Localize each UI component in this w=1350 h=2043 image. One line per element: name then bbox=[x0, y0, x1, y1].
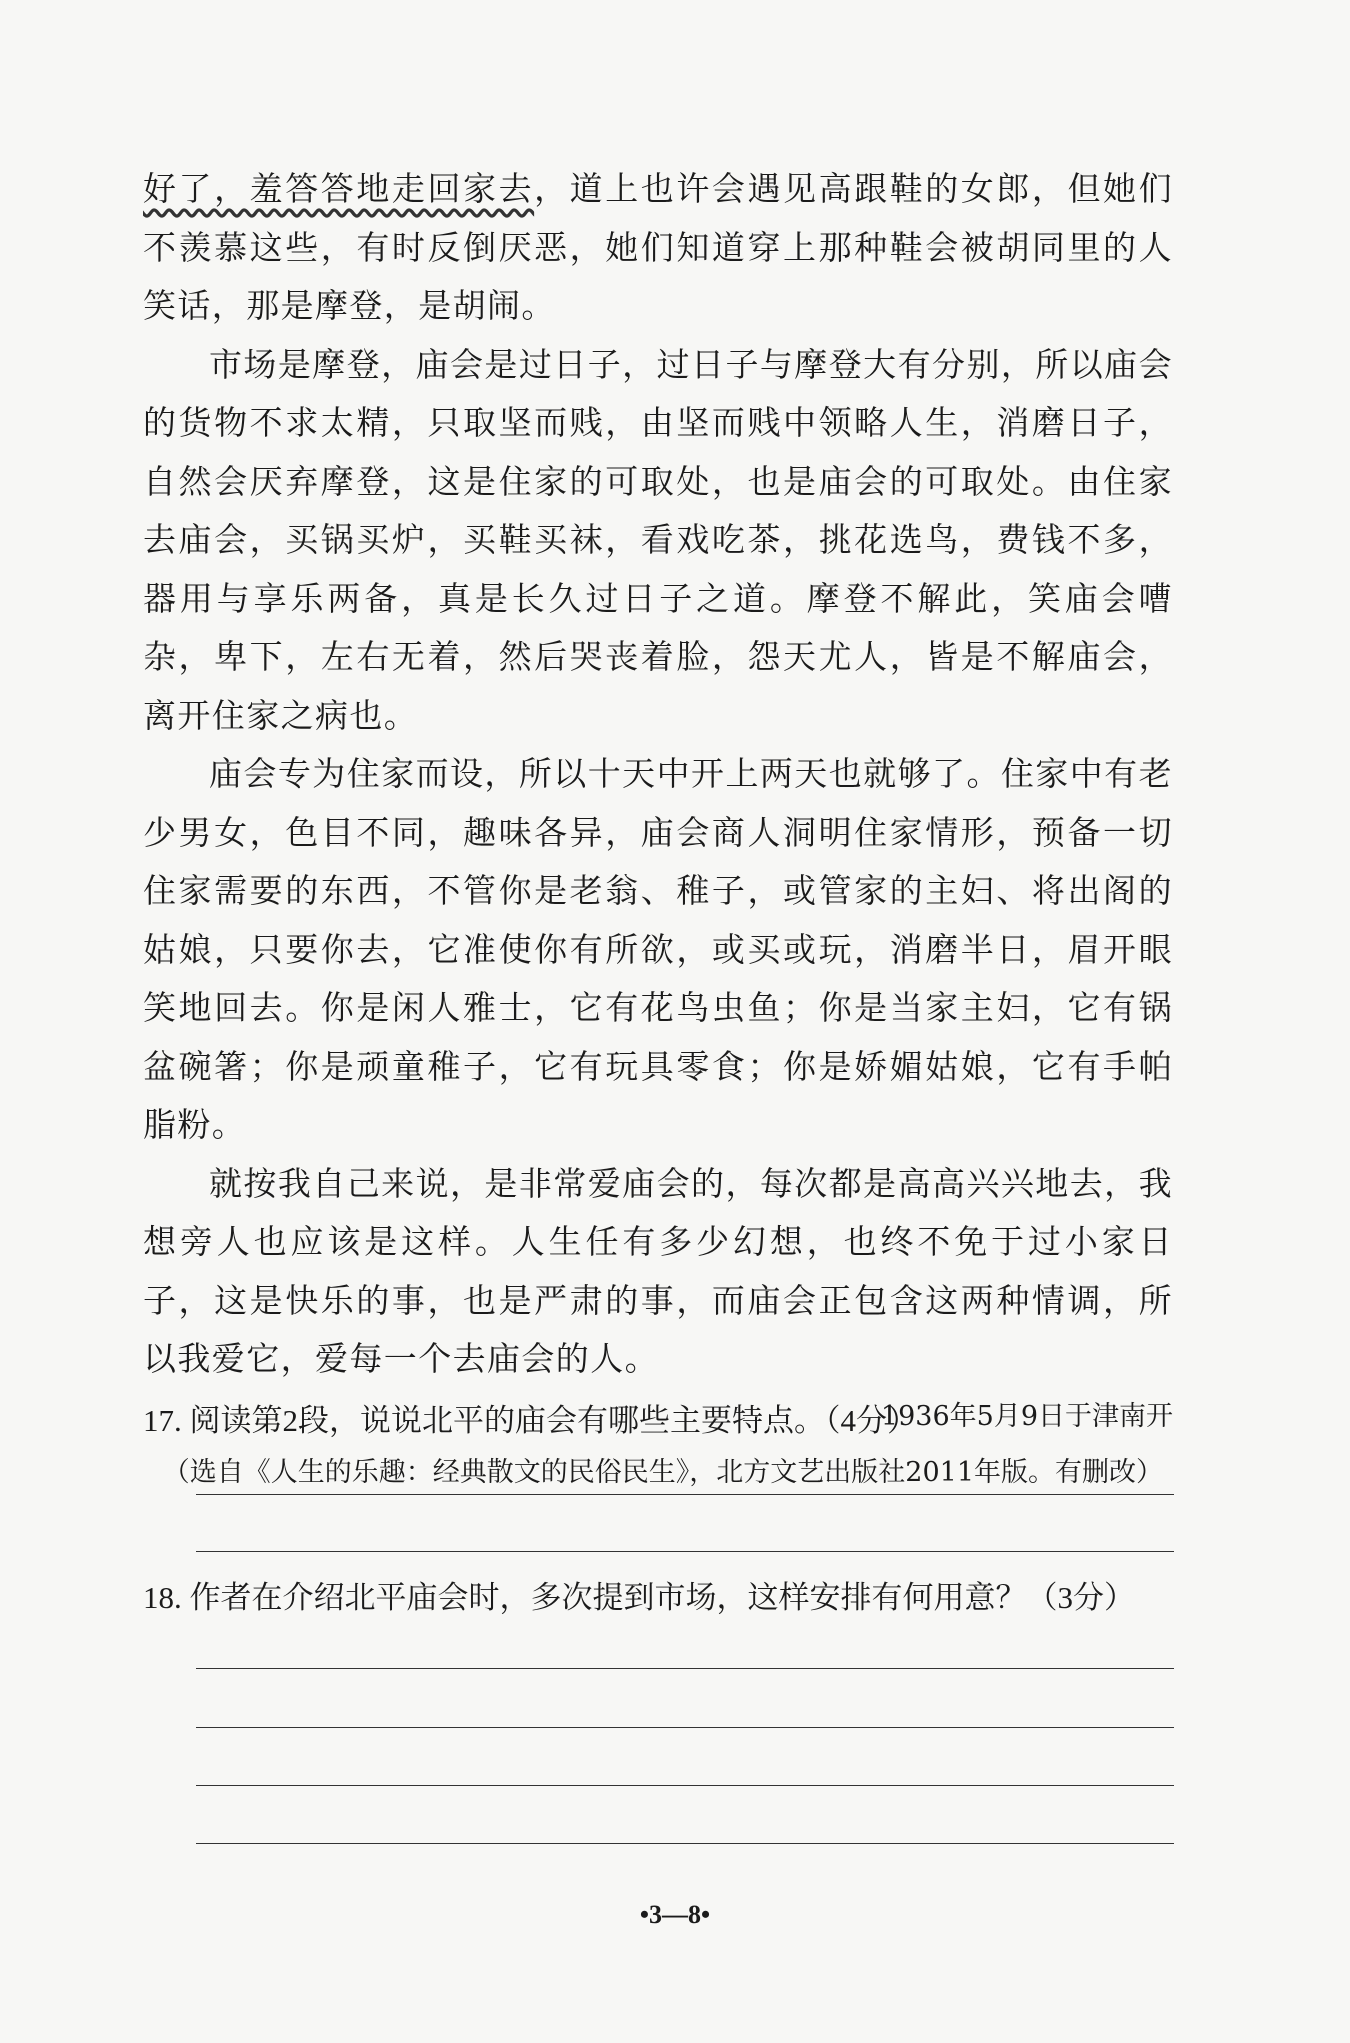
answer-line-q17-1[interactable] bbox=[196, 1494, 1174, 1495]
paragraph-4: 就按我自己来说，是非常爱庙会的，每次都是高高兴兴地去，我想旁人也应该是这样。人生任有多少幻想，也终不免于过小家日子，这是快乐的事，也是严肃的事，而庙会正包含这两种情调，所以我爱它，爱每一个去庙会的人。 bbox=[143, 1163, 1173, 1378]
question-18: 18. 作者在介绍北平庙会时，多次提到市场，这样安排有何用意？（3分） bbox=[143, 1580, 1135, 1615]
paragraph-3: 庙会专为住家而设，所以十天中开上两天也就够了。住家中有老少男女，色目不同，趣味各异，庙会商人洞明住家情形，预备一切住家需要的东西，不管你是老翁、稚子，或管家的主妇、将出阁的姑娘，只要你去，它准使你有所欲，或买或玩，消磨半日，眉开眼笑地回去。你是闲人雅士，它有花鸟虫鱼；你是当家主妇，它有锅盆碗箸；你是顽童稚子，它有玩具零食；你是娇媚姑娘，它有手帕脂粉。 bbox=[143, 754, 1173, 1144]
answer-line-q18-3[interactable] bbox=[196, 1785, 1174, 1786]
paragraph-1 bbox=[143, 160, 1173, 336]
answer-line-q18-2[interactable] bbox=[196, 1727, 1174, 1728]
answer-line-q18-4[interactable] bbox=[196, 1843, 1174, 1844]
question-17: 17. 阅读第2段，说说北平的庙会有哪些主要特点。（4分） bbox=[143, 1403, 918, 1438]
writing-date: 1936年5月9日于津南开 bbox=[880, 1400, 1173, 1432]
paragraph-1-text: ，道上也许会遇见高跟鞋的女郎，但她们不羡慕这些，有时反倒厌恶，她们知道穿上那种鞋会被胡同里的人笑话，那是摩登，是胡闹。 bbox=[143, 169, 1173, 325]
page-number: •3—8• bbox=[639, 1900, 711, 1929]
reading-passage bbox=[143, 160, 1173, 1501]
paragraph-2: 市场是摩登，庙会是过日子，过日子与摩登大有分别，所以庙会的货物不求太精，只取坚而贱，由坚而贱中领略人生，消磨日子，自然会厌弃摩登，这是住家的可取处，也是庙会的可取处。由住家去庙会，买锅买炉，买鞋买袜，看戏吃茶，挑花选鸟，费钱不多，器用与享乐两备，真是长久过日子之道。摩登不解此，笑庙会嘈杂，卑下，左右无着，然后哭丧着脸，怨天尤人，皆是不解庙会，离开住家之病也。 bbox=[143, 344, 1173, 735]
answer-line-q17-2[interactable] bbox=[196, 1551, 1174, 1552]
wavy-underlined-phrase: 好了，羞答答地走回家去 bbox=[143, 169, 535, 208]
source-citation: （选自《人生的乐趣：经典散文的民俗民生》，北方文艺出版社2011年版。有删改） bbox=[162, 1456, 1163, 1488]
answer-line-q18-1[interactable] bbox=[196, 1668, 1174, 1669]
